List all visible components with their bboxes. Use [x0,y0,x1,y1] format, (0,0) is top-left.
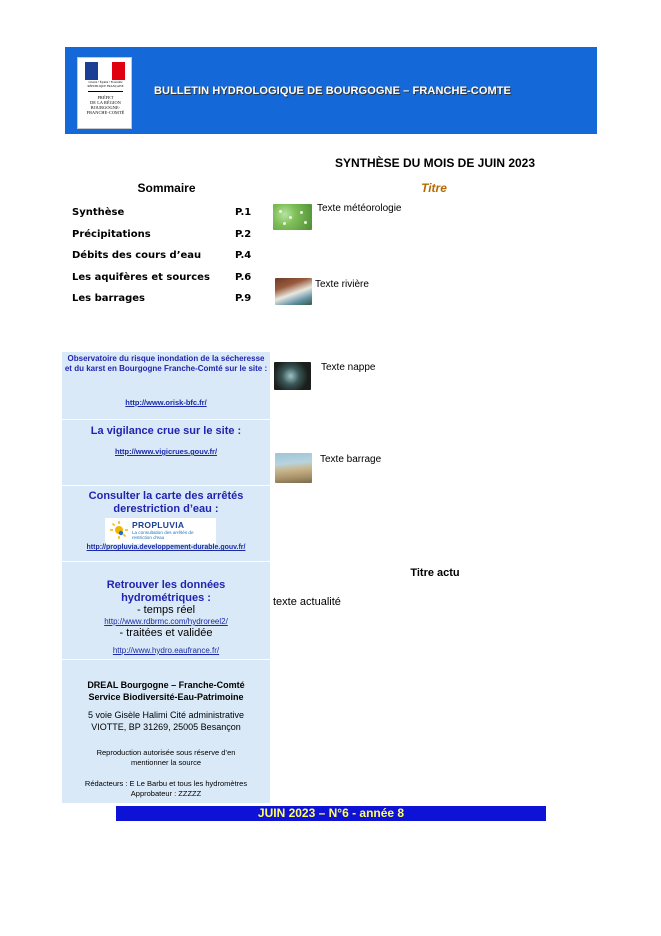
toc-item-aquiferes[interactable]: Les aquifères et sources [72,272,210,283]
propluvia-name: PROPLUVIA [132,520,185,530]
redacteurs: Rédacteurs : E Le Barbu et tous les hydromètres [84,779,248,788]
vigilance-text: La vigilance crue sur le site : [90,425,242,437]
propluvia-link[interactable]: http://propluvia.developpement-durable.gouv.fr/ [86,544,246,551]
french-flag-icon [85,62,125,80]
riviere-thumbnail [275,278,312,305]
hydro-validated-label: - traitées et validée [119,627,213,639]
hydro-title: Retrouver les données hydrométriques : [106,579,226,604]
logo-motto: Liberté • Égalité • Fraternité RÉPUBLIQUE FRANÇAISE [87,80,124,88]
actu-title: Titre actu [410,567,460,579]
riviere-text: Texte rivière [315,279,369,290]
orisk-link[interactable]: http://www.orisk-bfc.fr/ [125,398,207,407]
vigicrues-link[interactable]: http://www.vigicrues.gouv.fr/ [114,447,218,456]
hydro-eaufrance-link[interactable]: http://www.hydro.eaufrance.fr/ [112,646,220,655]
dreal-name: DREAL Bourgogne – Franche-Comté [87,680,245,690]
actu-text: texte actualité [273,596,341,608]
barrage-text: Texte barrage [320,454,382,465]
info-panel [62,352,270,803]
dreal-service: Service Biodiversité-Eau-Patrimoine [88,692,244,702]
reproduction-note: Reproduction autorisée sous réserve d’en mentionner la source [96,748,236,767]
approbateur: Approbateur : ZZZZZ [130,789,202,798]
issue-footer: JUIN 2023 – N°6 - année 8 [257,806,405,820]
meteo-text: Texte météorologie [317,203,402,214]
barrage-thumbnail [275,453,312,483]
meteo-thumbnail [273,204,312,230]
titre-heading: Titre [421,181,447,195]
prefet-logo [77,57,132,129]
address-line2: VIOTTE, BP 31269, 25005 Besançon [91,722,241,732]
sommaire-title: Sommaire [137,181,196,195]
logo-prefet-text: PRÉFET DE LA RÉGION BOURGOGNE- FRANCHE-COMTÉ [86,95,125,115]
toc-page-aquiferes: P.6 [235,272,252,283]
hydro-realtime-label: - temps réel [136,604,196,616]
nappe-thumbnail [274,362,311,390]
address-line1: 5 voie Gisèle Halimi Cité administrative [87,710,245,720]
propluvia-tagline: La consultation des arrêtés de restriction d'eau [132,530,194,540]
arretes-text: Consulter la carte des arrêtés derestriction d’eau : [88,490,244,515]
hydroreel-link[interactable]: http://www.rdbrmc.com/hydroreel2/ [104,617,228,626]
toc-page-synthese: P.1 [235,207,252,218]
orisk-description: Observatoire du risque inondation de la sécheresse et du karst en Bourgogne Franche-Comté sur le site : [64,354,268,373]
toc-item-debits[interactable]: Débits des cours d’eau [72,250,202,261]
toc-page-barrages: P.9 [235,293,252,304]
toc-item-precipitations[interactable]: Précipitations [72,229,151,240]
propluvia-logo[interactable] [105,518,216,544]
synthese-title: SYNTHÈSE DU MOIS DE JUIN 2023 [334,156,536,170]
nappe-text: Texte nappe [321,362,376,373]
toc-page-debits: P.4 [235,250,252,261]
toc-page-precipitations: P.2 [235,229,252,240]
propluvia-sun-icon [110,521,128,539]
bulletin-title: BULLETIN HYDROLOGIQUE DE BOURGOGNE – FRANCHE-COMTE [153,85,511,97]
toc-item-synthese[interactable]: Synthèse [72,207,125,218]
toc-item-barrages[interactable]: Les barrages [72,293,145,304]
